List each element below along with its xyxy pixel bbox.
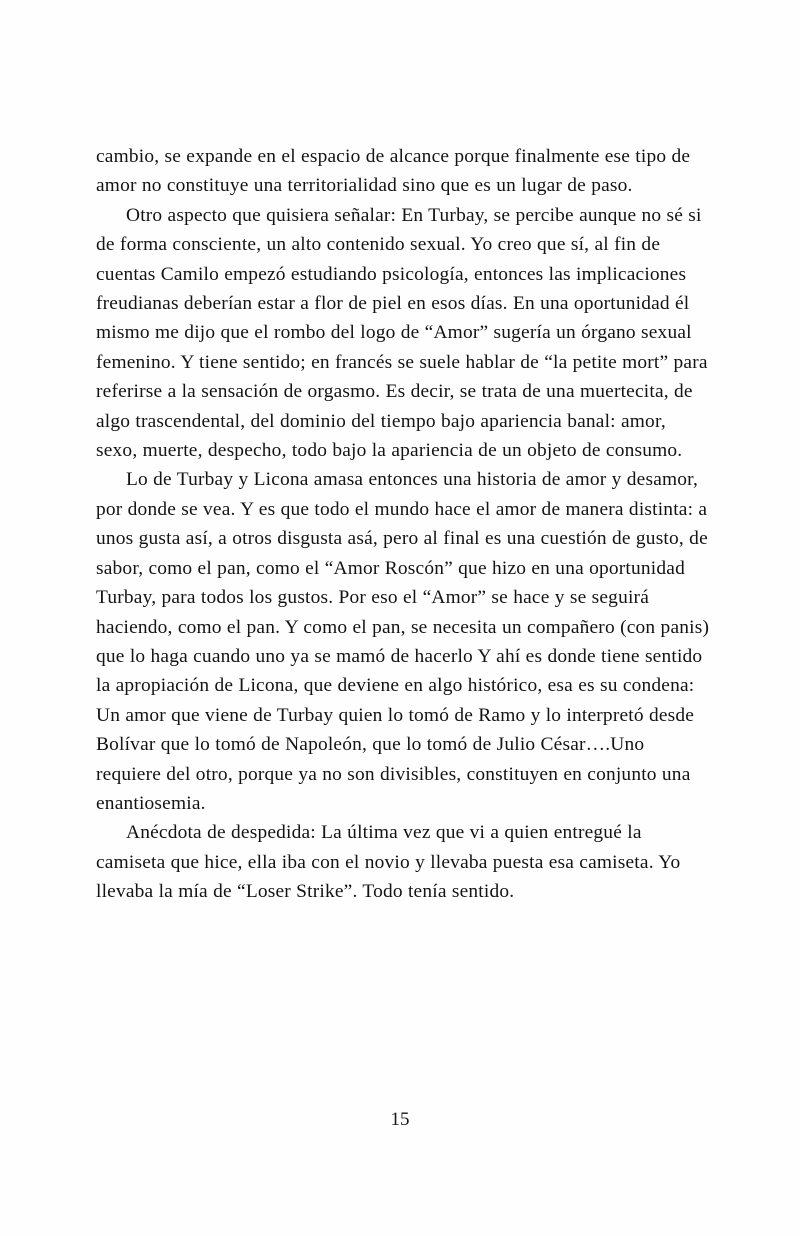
paragraph-2: Otro aspecto que quisiera señalar: En Turbay, se percibe aunque no sé si de forma consciente, un alto contenido sexual. Yo creo que sí, al fin de cuentas Camilo empezó estudiando psicología, entonces las implicaciones freudianas deberían estar a flor de piel en esos días. En una oportunidad él mismo me dijo que el rombo del logo de “Amor” sugería un órgano sexual femenino. Y tiene sentido; en francés se suele hablar de “la petite mort” para referirse a la sensación de orgasmo. Es decir, se trata de una muertecita, de algo trascendental, del dominio del tiempo bajo apariencia banal: amor, sexo, muerte, despecho, todo bajo la apariencia de un objeto de consumo. <box>96 204 708 462</box>
paragraph-3: Lo de Turbay y Licona amasa entonces una historia de amor y desamor, por donde se vea. Y es que todo el mundo hace el amor de manera distinta: a unos gusta así, a otros disgusta asá, pero al final es una cuestión de gusto, de sabor, como el pan, como el “Amor Roscón” que hizo en una oportunidad Turbay, para todos los gustos. Por eso el “Amor” se hace y se seguirá haciendo, como el pan. Y como el pan, se necesita un compañero (con panis) que lo haga cuando uno ya se mamó de hacerlo Y ahí es donde tiene sentido la apropiación de Licona, que deviene en algo histórico, esa es su condena: Un amor que viene de Turbay quien lo tomó de Ramo y lo interpretó desde Bolívar que lo tomó de Napoleón, que lo tomó de Julio César….Uno requiere del otro, porque ya no son divisibles, constituyen en conjunto una enantiosemia. <box>96 469 710 814</box>
body-text-block <box>96 142 712 907</box>
paragraph-4: Anécdota de despedida: La última vez que vi a quien entregué la camiseta que hice, ella iba con el novio y llevaba puesta esa camiseta. Yo llevaba la mía de “Loser Strike”. Todo tenía sentido. <box>96 822 681 903</box>
paragraph-1: cambio, se expande en el espacio de alcance porque finalmente ese tipo de amor no constituye una territorialidad sino que es un lugar de paso. <box>96 146 691 197</box>
page-number: 15 <box>390 1109 410 1130</box>
